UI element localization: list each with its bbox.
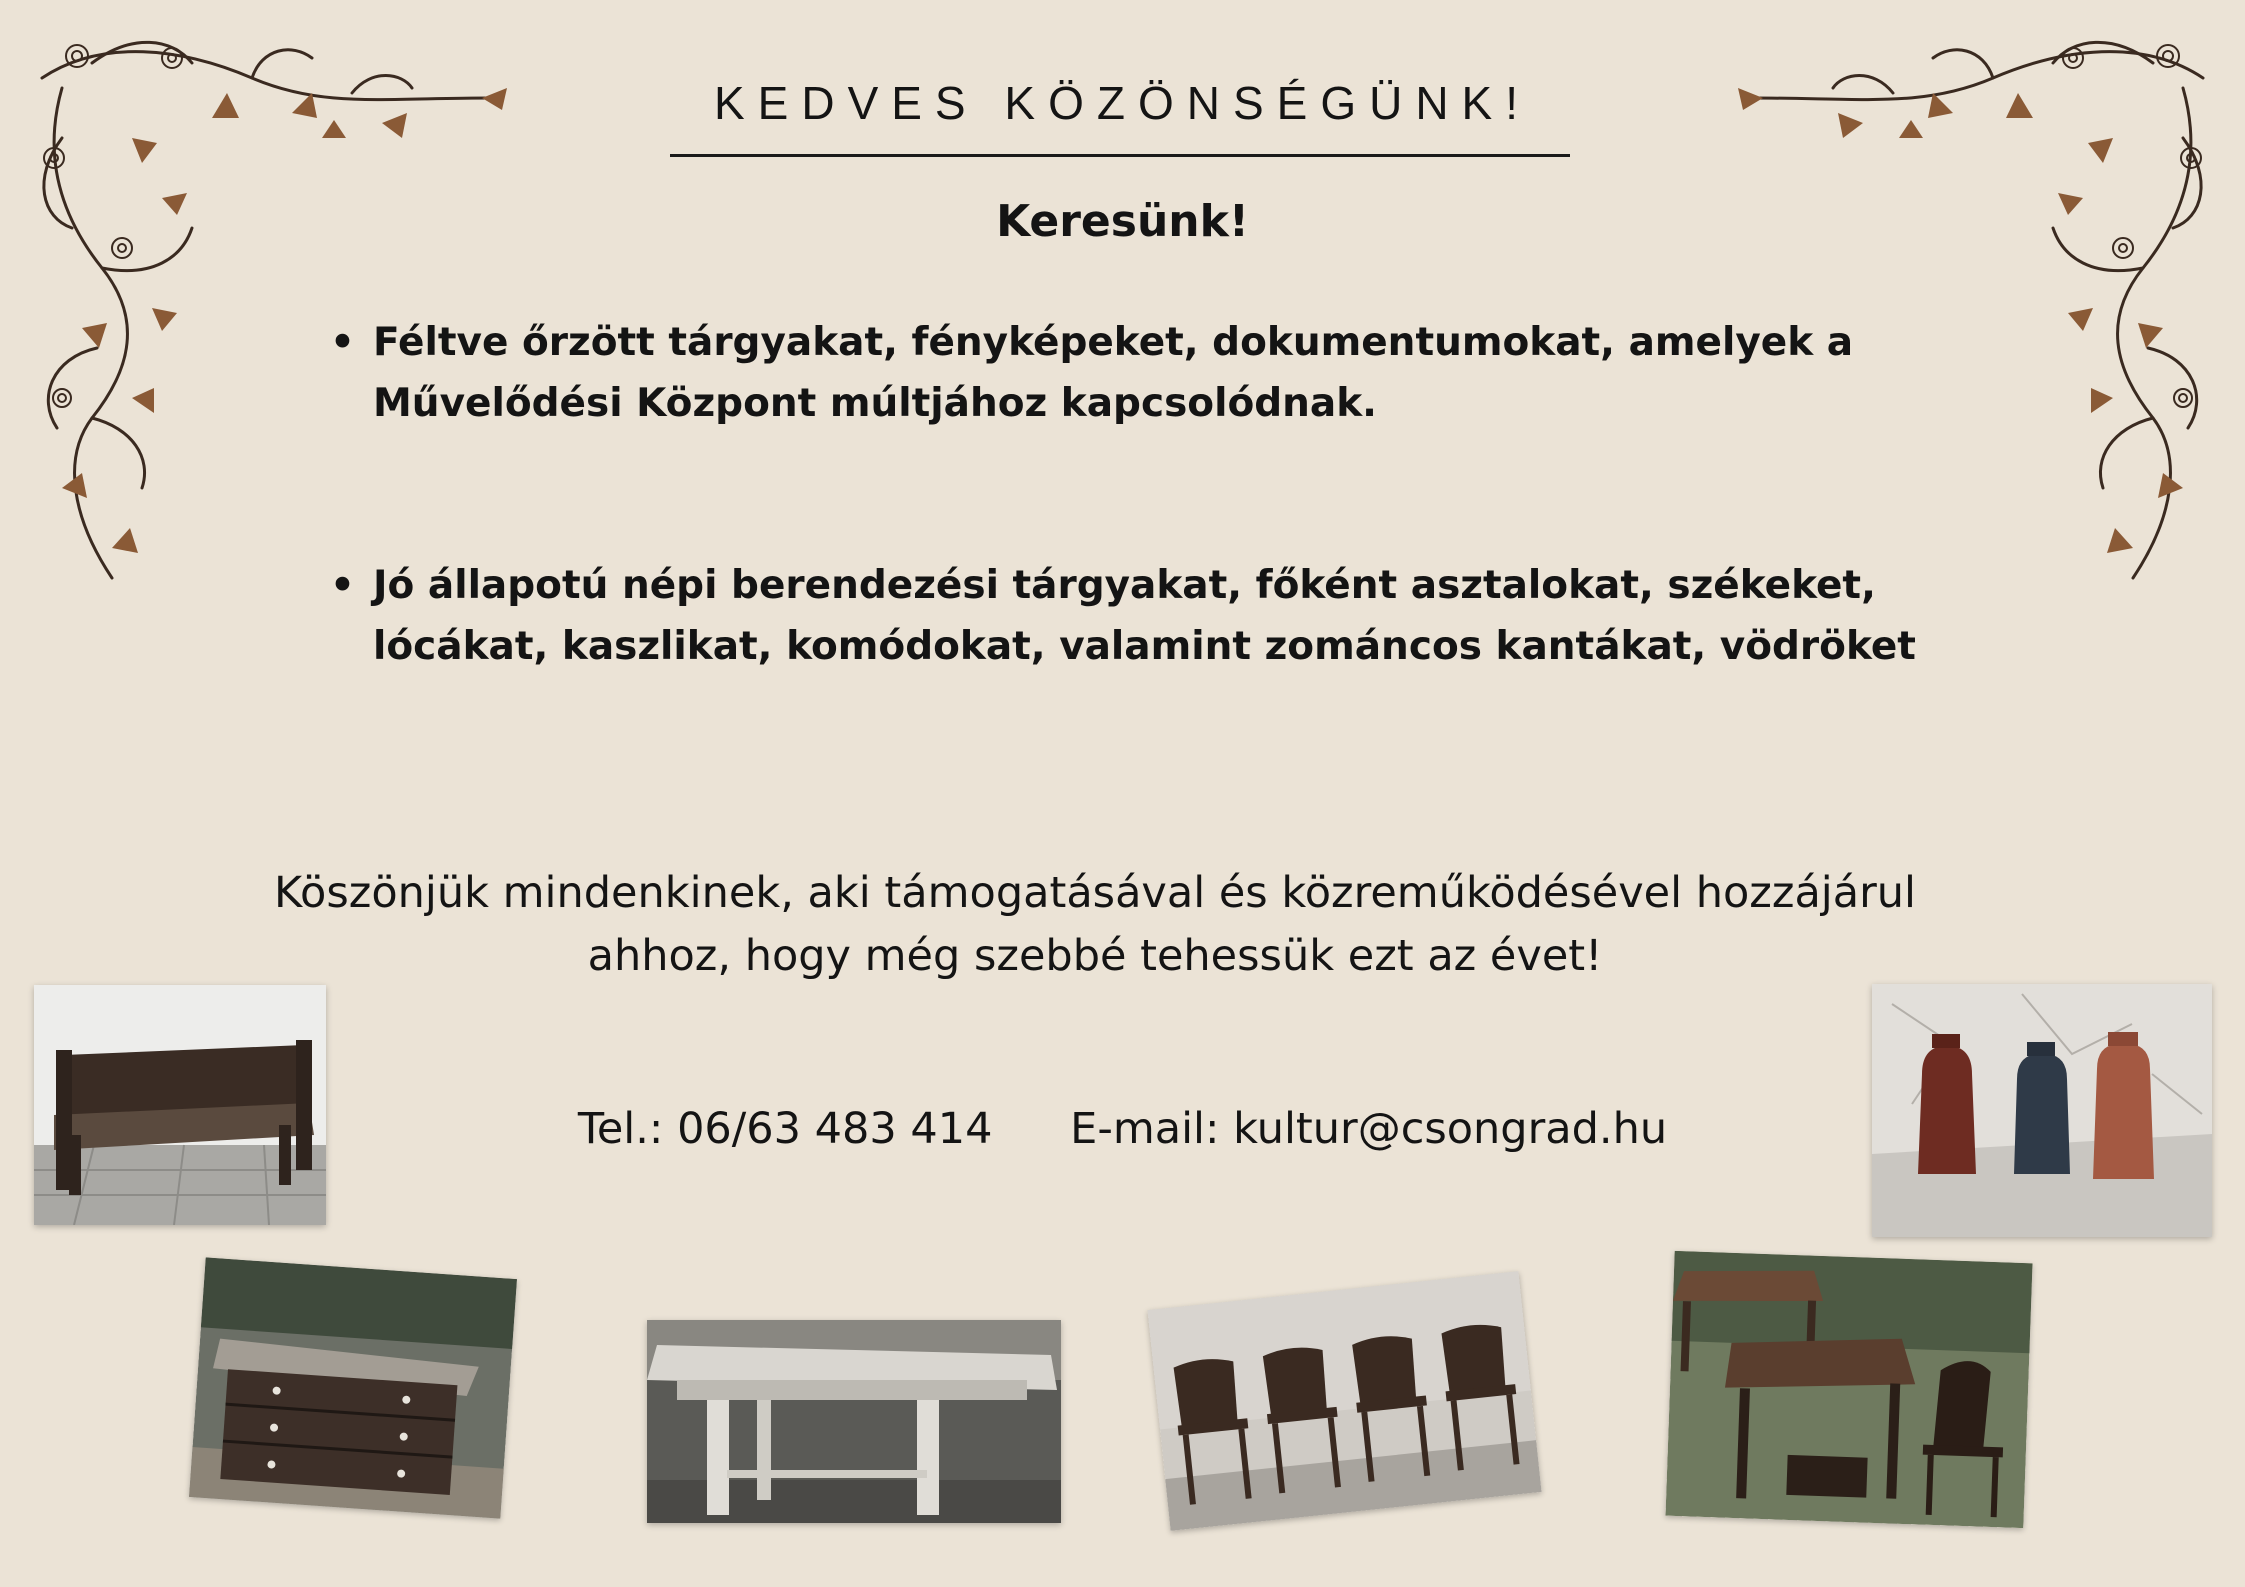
thank-you-line-1: Köszönjük mindenkinek, aki támogatásával és közreműködésével hozzájárul	[274, 868, 1916, 918]
email-address: E-mail: kultur@csongrad.hu	[1070, 1104, 1668, 1154]
heading-divider	[670, 154, 1570, 157]
wooden-bench-photo	[34, 985, 326, 1225]
phone-number: Tel.: 06/63 483 414	[577, 1104, 993, 1154]
table-and-chairs-photo	[1665, 1251, 2032, 1528]
wanted-item-furniture: • Jó állapotú népi berendezési tárgyakat, főként asztalokat, székeket, lócákat, kaszlikat, komódokat, valamint zománcos kantákat, vödröket	[330, 555, 1950, 677]
wanted-items-list	[330, 312, 1950, 677]
thank-you-message	[240, 862, 1950, 988]
enamel-jugs-photo	[1872, 984, 2212, 1237]
flyer-heading: KEDVES KÖZÖNSÉGÜNK!	[713, 77, 1531, 129]
wanted-item-memorabilia: • Féltve őrzött tárgyakat, fényképeket, dokumentumokat, amelyek a Művelődési Központ múltjához kapcsolódnak.	[330, 312, 1950, 434]
flyer-subheading: Keresünk!	[996, 196, 1249, 247]
chest-of-drawers-photo	[189, 1257, 517, 1518]
white-table-photo	[647, 1320, 1061, 1523]
wooden-chairs-photo	[1147, 1271, 1541, 1531]
thank-you-line-2: ahhoz, hogy még szebbé tehessük ezt az évet!	[587, 931, 1603, 981]
